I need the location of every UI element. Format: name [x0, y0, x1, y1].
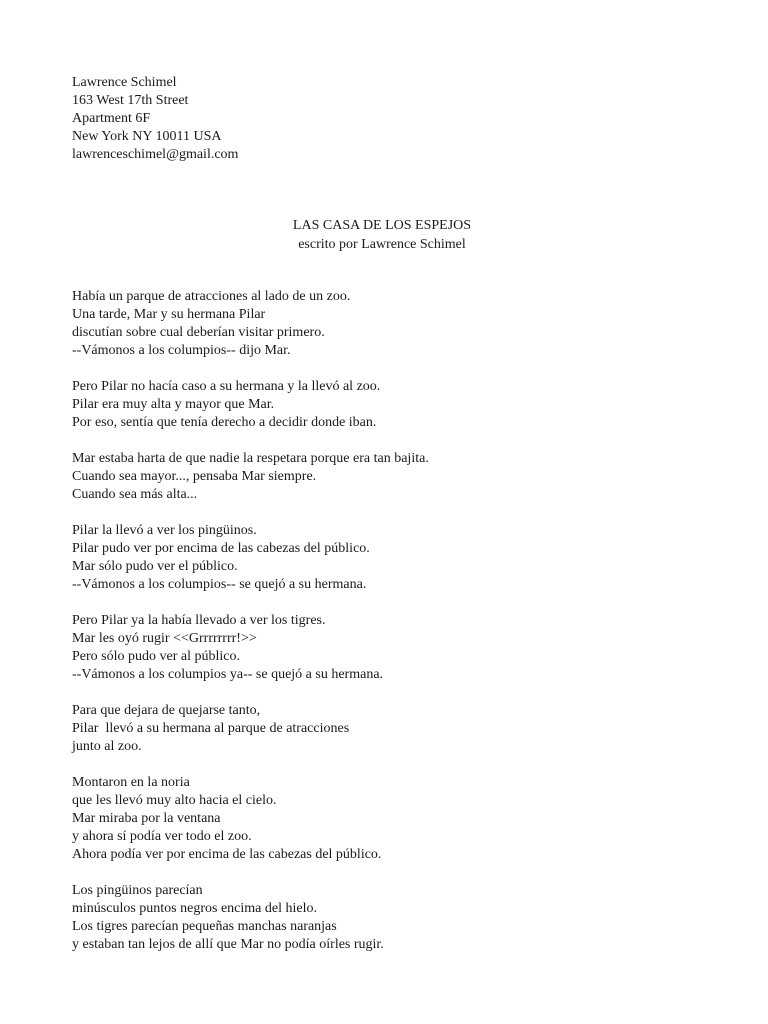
stanza-line: que les llevó muy alto hacia el cielo.	[72, 793, 277, 808]
street-address: 163 West 17th Street	[72, 93, 189, 108]
stanza	[72, 378, 712, 432]
stanza-line: Mar estaba harta de que nadie la respetara porque era tan bajita.	[72, 451, 429, 466]
story-heading	[200, 216, 564, 254]
stanza-line: Por eso, sentía que tenía derecho a decidir donde iban.	[72, 415, 377, 430]
apartment: Apartment 6F	[72, 111, 151, 126]
stanza-line: Pero Pilar ya la había llevado a ver los tigres.	[72, 613, 326, 628]
stanza-line: Pilar la llevó a ver los pingüinos.	[72, 523, 257, 538]
story-body	[72, 288, 712, 972]
stanza	[72, 522, 712, 594]
stanza-line: Mar miraba por la ventana	[72, 811, 221, 826]
story-byline: escrito por Lawrence Schimel	[298, 237, 466, 252]
stanza-line: Pilar pudo ver por encima de las cabezas del público.	[72, 541, 370, 556]
stanza-line: Cuando sea mayor..., pensaba Mar siempre.	[72, 469, 317, 484]
stanza-line: Mar les oyó rugir <<Grrrrrrrr!>>	[72, 631, 257, 646]
stanza	[72, 882, 712, 954]
stanza-line: Pilar era muy alta y mayor que Mar.	[72, 397, 275, 412]
stanza-line: --Vámonos a los columpios-- se quejó a su hermana.	[72, 577, 367, 592]
stanza-line: y estaban tan lejos de allí que Mar no podía oírles rugir.	[72, 937, 384, 952]
story-title: LAS CASA DE LOS ESPEJOS	[292, 218, 472, 233]
author-name: Lawrence Schimel	[72, 75, 177, 90]
stanza-line: Pilar llevó a su hermana al parque de atracciones	[72, 721, 350, 736]
stanza-line: Una tarde, Mar y su hermana Pilar	[72, 307, 266, 322]
stanza	[72, 702, 712, 756]
stanza-line: Había un parque de atracciones al lado de un zoo.	[72, 289, 351, 304]
stanza-line: Mar sólo pudo ver el público.	[72, 559, 238, 574]
stanza-line: --Vámonos a los columpios-- dijo Mar.	[72, 343, 291, 358]
stanza-line: junto al zoo.	[72, 739, 142, 754]
stanza-line: Los tigres parecían pequeñas manchas naranjas	[72, 919, 337, 934]
stanza	[72, 450, 712, 504]
author-address-block	[72, 74, 238, 164]
email-address: lawrenceschimel@gmail.com	[72, 147, 239, 162]
stanza-line: Cuando sea más alta...	[72, 487, 198, 502]
stanza-line: Los pingüinos parecían	[72, 883, 203, 898]
stanza	[72, 288, 712, 360]
stanza	[72, 612, 712, 684]
stanza-line: Pero Pilar no hacía caso a su hermana y la llevó al zoo.	[72, 379, 381, 394]
stanza	[72, 774, 712, 864]
stanza-line: y ahora sí podía ver todo el zoo.	[72, 829, 252, 844]
stanza-line: discutían sobre cual deberían visitar primero.	[72, 325, 325, 340]
stanza-line: --Vámonos a los columpios ya-- se quejó a su hermana.	[72, 667, 384, 682]
city-line: New York NY 10011 USA	[72, 129, 222, 144]
stanza-line: Pero sólo pudo ver al público.	[72, 649, 240, 664]
stanza-line: minúsculos puntos negros encima del hielo.	[72, 901, 317, 916]
stanza-line: Ahora podía ver por encima de las cabezas del público.	[72, 847, 382, 862]
stanza-line: Para que dejara de quejarse tanto,	[72, 703, 261, 718]
stanza-line: Montaron en la noria	[72, 775, 190, 790]
